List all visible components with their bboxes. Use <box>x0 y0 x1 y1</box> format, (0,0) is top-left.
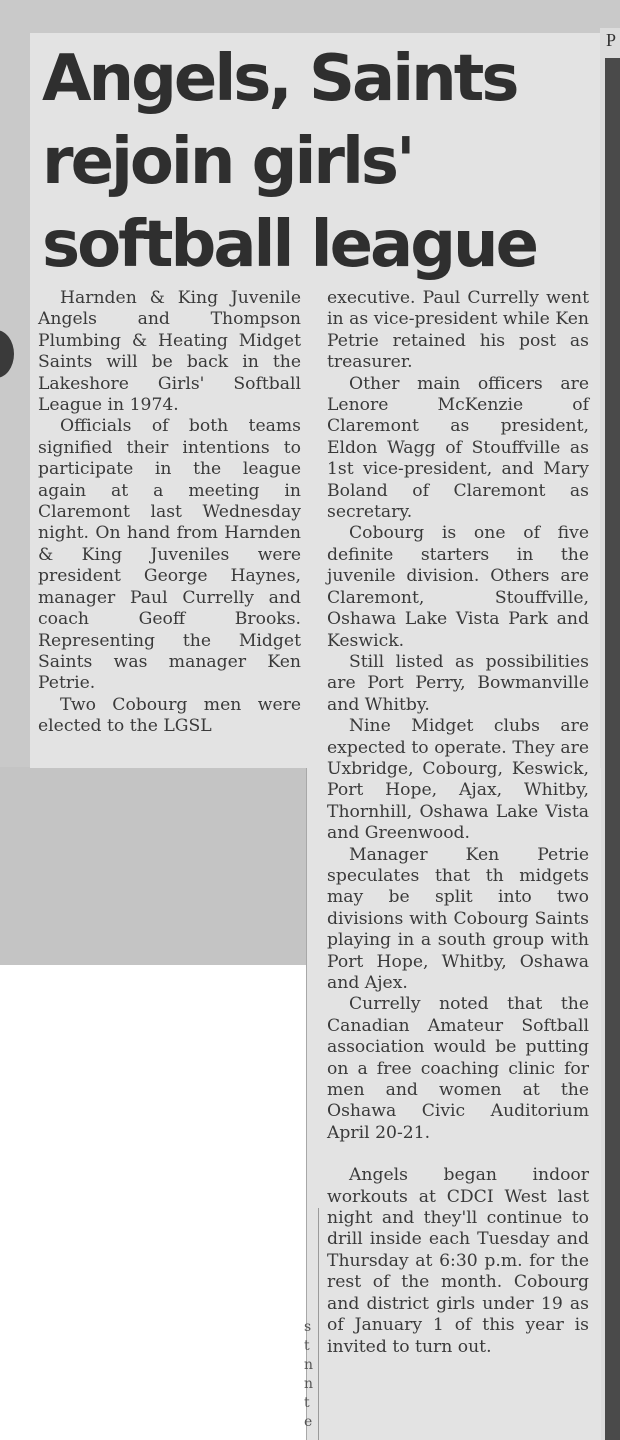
paragraph: Currelly noted that the Canadian Amateur Softball association would be putting on a free coaching clinic for men and women at the Oshawa Civic Auditorium April 20-21. <box>327 994 589 1143</box>
fragment-letter: t <box>304 1338 310 1354</box>
headline: Angels, Saints rejoin girls' softball league <box>42 42 536 282</box>
paragraph: Angels began indoor workouts at CDCI West last night and they'll continue to drill inside each Tuesday and Thursday at 6:30 p.m. for the rest of the month. Cobourg and district girls under 19 as of January 1 of this year is invited to turn out. <box>327 1165 589 1357</box>
paragraph: Cobourg is one of five definite starters in the juvenile division. Others are Claremont, Stouffville, Oshawa Lake Vista Park and Keswick. <box>327 523 589 651</box>
column-rule <box>318 1208 319 1440</box>
blank-area <box>0 965 316 1440</box>
fragment-letter: n <box>304 1376 314 1392</box>
article-column-left <box>38 288 301 738</box>
paragraph: Manager Ken Petrie speculates that th midgets may be split into two divisions with Cobourg Saints playing in a south group with Port Hope, Whitby, Oshawa and Ajex. <box>327 844 589 993</box>
paragraph: Still listed as possibilities are Port Perry, Bowmanville and Whitby. <box>327 651 589 715</box>
backing-paper <box>0 767 306 965</box>
fragment-letter: e <box>304 1414 313 1430</box>
neighbor-clipping-letter: P <box>606 30 617 50</box>
neighbor-clipping-dark-band <box>605 58 620 1440</box>
paragraph: Two Cobourg men were elected to the LGSL <box>38 694 301 737</box>
paragraph: Other main officers are Lenore McKenzie of Claremont as president, Eldon Wagg of Stouffville as 1st vice-president, and Mary Boland of Claremont as secretary. <box>327 373 589 523</box>
paragraph: Harnden & King Juvenile Angels and Thompson Plumbing & Heating Midget Saints will be back in the Lakeshore Girls' Softball League in 1974. <box>38 288 301 416</box>
paragraph: Nine Midget clubs are expected to operate. They are Uxbridge, Cobourg, Keswick, Port Hope, Ajax, Whitby, Thornhill, Oshawa Lake Vista and Greenwood. <box>327 716 589 844</box>
fragment-letter: t <box>304 1395 310 1411</box>
margin-fragment-letters <box>304 1318 314 1432</box>
paragraph: executive. Paul Currelly went in as vice-president while Ken Petrie retained his post as treasurer. <box>327 288 589 373</box>
paragraph: Officials of both teams signified their intentions to participate in the league again at a meeting in Claremont last Wednesday night. On hand from Harnden & King Juveniles were president George Haynes, manager Paul Currelly and coach Geoff Brooks. Representing the Midget Saints was manager Ken Petrie. <box>38 416 301 694</box>
article-column-right <box>327 288 589 1358</box>
fragment-letter: s <box>304 1319 312 1335</box>
fragment-letter: n <box>304 1357 314 1373</box>
